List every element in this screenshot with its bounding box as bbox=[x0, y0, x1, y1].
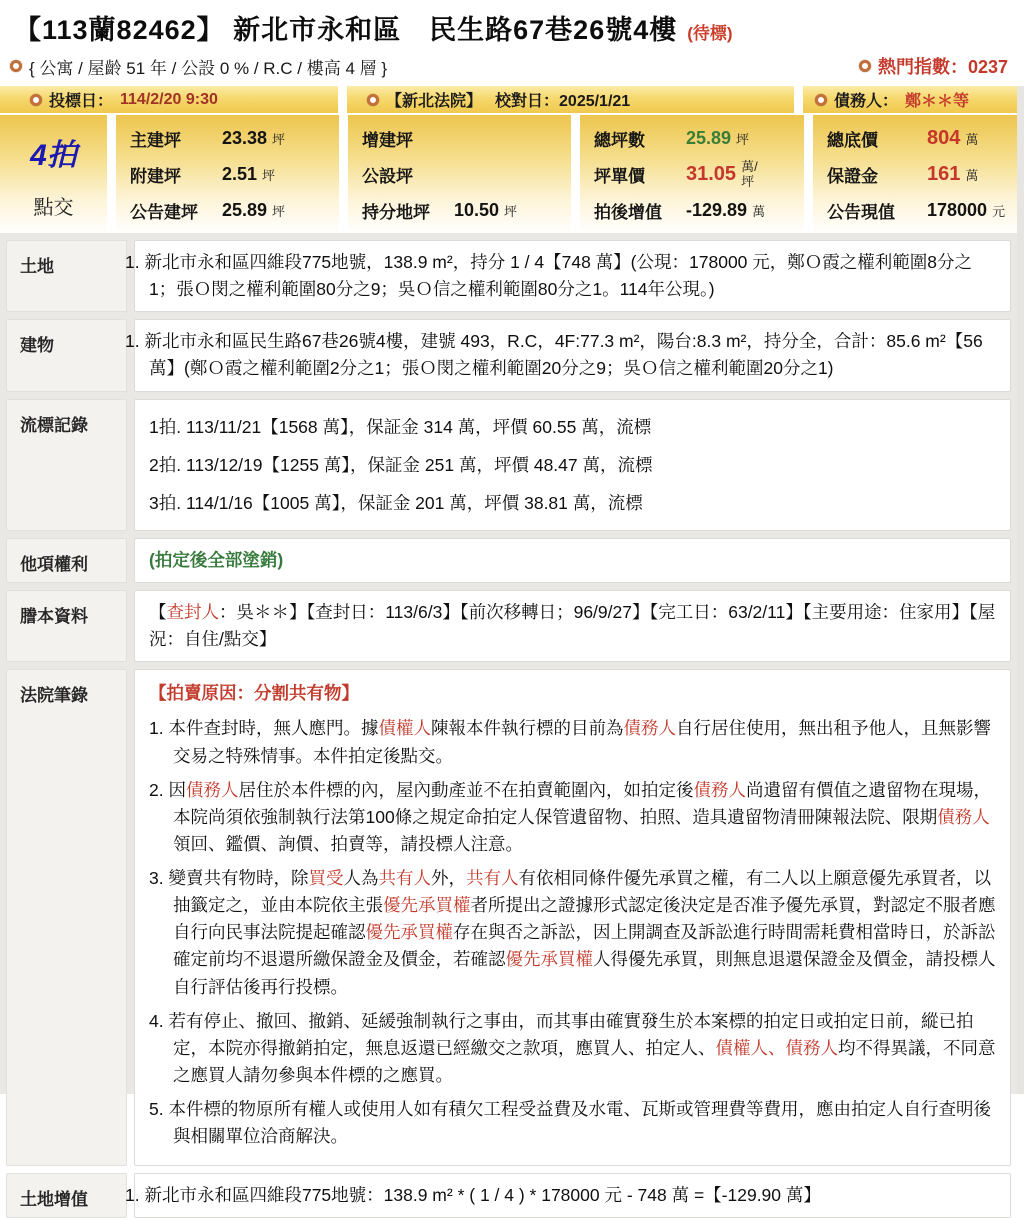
failed-auction-3: 3拍. 114/1/16【1005 萬】，保証金 201 萬，坪價 38.81 萬，流標 bbox=[149, 492, 643, 513]
stat-unit: 萬 bbox=[965, 167, 979, 183]
row-label: 土地 bbox=[6, 240, 127, 312]
page-title: 【113蘭82462】 新北市永和區 民生路67巷26號4樓 bbox=[14, 15, 678, 45]
table-row-other-rights bbox=[6, 538, 1011, 583]
possession-status: 點交 bbox=[33, 196, 74, 219]
stat-attached-area bbox=[130, 162, 339, 187]
row-label: 土地增值 bbox=[6, 1173, 127, 1218]
court-name: 【新北法院】 bbox=[386, 93, 483, 110]
table-row-failed-auctions bbox=[6, 399, 1011, 531]
table-row-court-notes bbox=[6, 669, 1011, 1166]
failed-auction-history bbox=[134, 399, 1011, 531]
debtor-label: 債務人： bbox=[834, 93, 899, 110]
stat-value: -129.89 bbox=[686, 200, 748, 221]
status-badge: (待標) bbox=[687, 24, 733, 43]
court-note-item-3: 3. 變賣共有物時，除買受人為共有人外，共有人有依相同條件優先承買之權，有二人以上願意優先承買者，以抽籤定之，並由本院依主張優先承買權者所提出之證據形式認定後決定是否准予優先承買，對認定不服者應自行向民事法院提起確認優先承買權存在與否之訴訟，因上開調查及訴訟進行時間需耗費相當時日，於訴訟確定前均不退還所繳保證金及價金，若確認優先承買權人得優先承買，則無息退還保證金及價金，請投標人自行評估後再行投標。 bbox=[149, 868, 996, 997]
row-label: 流標記錄 bbox=[6, 399, 127, 531]
bid-date-segment bbox=[0, 86, 338, 113]
stat-value: 2.51 bbox=[222, 163, 258, 184]
stat-added-area bbox=[362, 126, 571, 151]
bid-date-value: 114/2/20 9:30 bbox=[120, 90, 218, 108]
stat-announced-value bbox=[827, 198, 1017, 223]
proof-date: 校對日：2025/1/21 bbox=[495, 93, 631, 110]
stat-value: 178000 bbox=[927, 199, 988, 220]
stat-deposit bbox=[827, 162, 1017, 187]
stat-value: 804 bbox=[927, 127, 961, 150]
failed-auction-2: 2拍. 113/12/19【1255 萬】，保証金 251 萬，坪價 48.47 萬，流標 bbox=[149, 454, 653, 475]
property-summary-text: { 公寓 / 屋齡 51 年 / 公設 0 % / R.C / 樓高 4 層 } bbox=[29, 58, 388, 78]
table-row-transcript bbox=[6, 590, 1011, 662]
building-description: 1. 新北市永和區民生路67巷26號4樓，建號 493，R.C，4F:77.3 m²，陽台:8.3 m²，持分全，合計：85.6 m²【56 萬】(鄭Ｏ霞之權利範圍2分之1；張Ｏ閔之權利範圍20分之9；吳Ｏ信之權利範圍20分之1) bbox=[134, 319, 1011, 391]
stat-label: 拍後增值 bbox=[594, 203, 662, 223]
table-row-land-value bbox=[6, 1173, 1011, 1218]
stat-label: 公設坪 bbox=[362, 166, 413, 186]
scrollbar-track[interactable] bbox=[1017, 86, 1024, 1094]
extra-area-panel bbox=[348, 115, 571, 234]
land-value-calculation: 1. 新北市永和區四維段775地號：138.9 m² * ( 1 / 4 ) * 178000 元 - 748 萬 =【-129.90 萬】 bbox=[134, 1173, 1011, 1218]
bullet-icon bbox=[815, 94, 827, 106]
court-note-item-4: 4. 若有停止、撤回、撤銷、延緩強制執行之事由，而其事由確實發生於本案標的拍定日或拍定日前，縱已拍定，本院亦得撤銷拍定，無息返還已經繳交之款項，應買人、拍定人、債權人、債務人均不得異議，不同意之應買人請勿參與本件標的之應買。 bbox=[149, 1010, 996, 1085]
stat-value: 23.38 bbox=[222, 128, 268, 149]
court-notes bbox=[134, 669, 1011, 1166]
auction-round: 4拍 bbox=[30, 138, 77, 172]
property-summary bbox=[10, 54, 387, 79]
failed-auction-1: 1拍. 113/11/21【1568 萬】，保証金 314 萬，坪價 60.55 萬，流標 bbox=[149, 416, 652, 437]
meta-row bbox=[0, 50, 1024, 86]
land-description: 1. 新北市永和區四維段775地號，138.9 m²，持分 1 / 4【748 萬】(公現：178000 元，鄭Ｏ霞之權利範圍8分之1；張Ｏ閔之權利範圍80分之9；吳Ｏ信之權利範圍80分之1。114年公現。) bbox=[134, 240, 1011, 312]
stat-label: 保證金 bbox=[827, 166, 878, 186]
building-area-panel bbox=[116, 115, 339, 234]
stat-base-price bbox=[827, 126, 1017, 151]
summary-grid bbox=[0, 115, 1024, 234]
hot-index bbox=[859, 53, 1008, 79]
bid-date-label: 投標日： bbox=[49, 93, 114, 110]
price-panel bbox=[813, 115, 1017, 234]
bullet-icon bbox=[30, 94, 42, 106]
stat-unit: 元 bbox=[992, 203, 1006, 219]
detail-table bbox=[0, 233, 1017, 1210]
stat-label: 附建坪 bbox=[130, 166, 181, 186]
table-row-land bbox=[6, 240, 1011, 312]
stat-label: 主建坪 bbox=[130, 131, 181, 151]
stat-value: 161 bbox=[927, 162, 961, 185]
court-note-item-1: 1. 本件查封時，無人應門。據債權人陳報本件執行標的目前為債務人自行居住使用，無出租予他人，且無影響交易之特殊情事。本件拍定後點交。 bbox=[149, 718, 991, 766]
auction-round-panel bbox=[0, 115, 107, 234]
bullet-icon bbox=[10, 60, 22, 72]
stat-unit: 萬 bbox=[965, 132, 979, 148]
auction-info-bar bbox=[0, 86, 1024, 113]
debtor-segment bbox=[803, 86, 1017, 113]
court-note-item-5: 5. 本件標的物原所有權人或使用人如有積欠工程受益費及水電、瓦斯或管理費等費用，應由拍定人自行查明後與相關單位洽商解決。 bbox=[149, 1099, 991, 1147]
stat-unit: 萬 bbox=[752, 204, 766, 220]
stat-total-ping bbox=[594, 126, 804, 151]
stat-post-gain bbox=[594, 198, 804, 223]
stat-label: 坪單價 bbox=[594, 167, 645, 186]
auction-reason: 【拍賣原因：分割共有物】 bbox=[149, 683, 359, 704]
price-per-ping-panel bbox=[580, 115, 804, 234]
stat-label: 增建坪 bbox=[362, 131, 413, 151]
hot-index-value: 熱門指數：0237 bbox=[877, 57, 1008, 77]
stat-main-area bbox=[130, 126, 339, 151]
row-label: 法院筆錄 bbox=[6, 669, 127, 1166]
stat-value: 10.50 bbox=[454, 199, 500, 220]
stat-unit: 坪 bbox=[504, 203, 518, 219]
stat-value: 25.89 bbox=[686, 127, 732, 148]
stat-unit-price bbox=[594, 160, 804, 189]
row-label: 建物 bbox=[6, 319, 127, 391]
stat-unit: 坪 bbox=[262, 167, 276, 183]
debtor-value: 鄭＊＊等 bbox=[905, 93, 970, 110]
stat-land-share bbox=[362, 198, 571, 223]
stat-label: 總底價 bbox=[827, 131, 878, 151]
stat-label: 公告建坪 bbox=[130, 202, 198, 222]
stat-public-area bbox=[362, 162, 571, 187]
stat-unit: 坪 bbox=[272, 132, 286, 148]
header bbox=[0, 0, 1024, 50]
stat-unit: 萬/坪 bbox=[741, 159, 758, 189]
stat-label: 持分地坪 bbox=[362, 202, 430, 222]
other-rights-note: (拍定後全部塗銷) bbox=[134, 538, 1011, 583]
stat-unit: 坪 bbox=[272, 203, 286, 219]
stat-value: 25.89 bbox=[222, 199, 268, 220]
stat-value: 31.05 bbox=[686, 163, 737, 185]
row-label: 謄本資料 bbox=[6, 590, 127, 662]
court-note-item-2: 2. 因債務人居住於本件標的內，屋內動產並不在拍賣範圍內，如拍定後債務人尚遺留有價值之遺留物在現場，本院尚須依強制執行法第100條之規定命拍定人保管遺留物、拍照、造具遺留物清冊陳報法院、限期債務人領回、鑑價、詢價、拍賣等，請投標人注意。 bbox=[149, 779, 991, 854]
stat-label: 公告現值 bbox=[827, 202, 895, 222]
bullet-icon bbox=[367, 94, 379, 106]
stat-unit: 坪 bbox=[736, 131, 750, 147]
court-segment bbox=[347, 86, 794, 113]
bullet-icon bbox=[859, 60, 871, 72]
table-row-building bbox=[6, 319, 1011, 391]
stat-announced-area bbox=[130, 198, 339, 223]
transcript-info: 【查封人：吳＊＊】【查封日：113/6/3】【前次移轉日；96/9/27】【完工日：63/2/11】【主要用途：住家用】【屋況：自住/點交】 bbox=[134, 590, 1011, 662]
stat-label: 總坪數 bbox=[594, 130, 645, 150]
row-label: 他項權利 bbox=[6, 538, 127, 583]
